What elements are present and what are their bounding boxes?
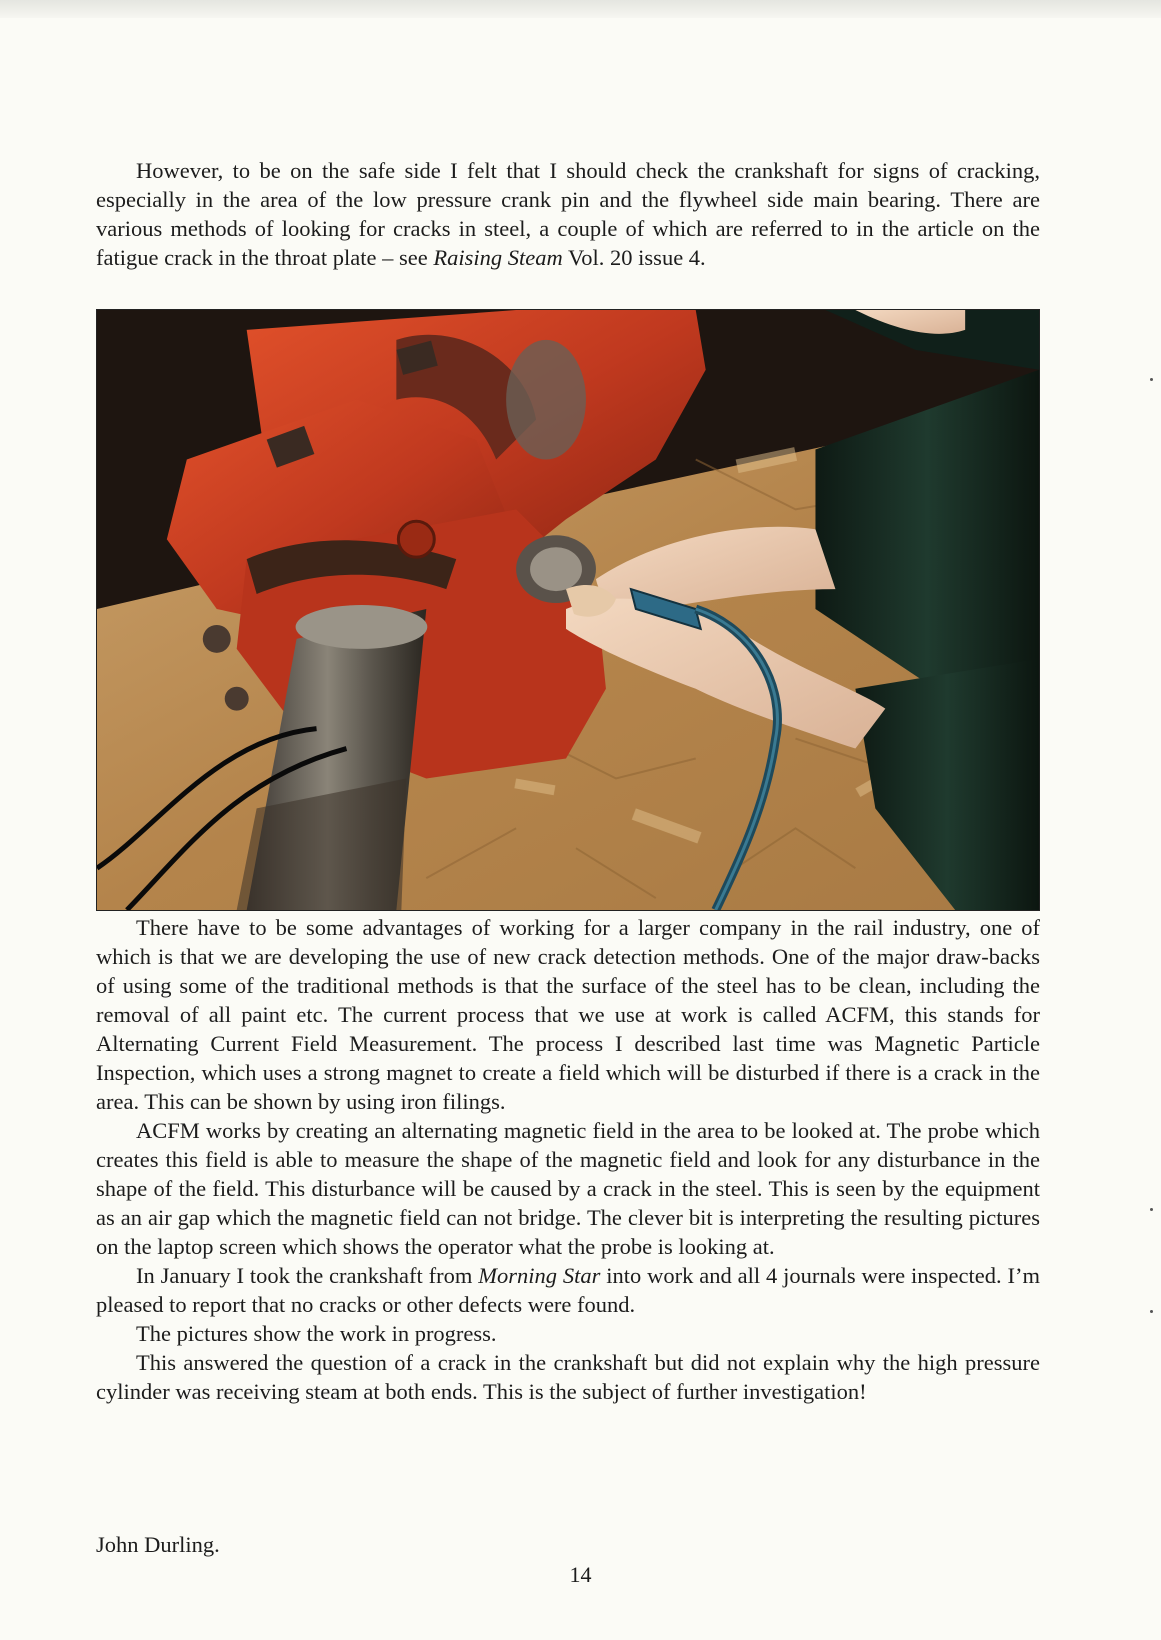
margin-mark <box>1150 1310 1153 1313</box>
page-top-edge <box>0 0 1161 18</box>
intro-text: However, to be on the safe side I felt that I should check the crankshaft for signs of cracking, especially in the area of the low pressure crank pin and the flywheel side main bearing. There are various methods of looking for cracks in steel, a couple of which are referred to in the article on the fatigue crack in the throat plate – see <box>96 158 1040 270</box>
closing-paragraph: This answered the question of a crack in the crankshaft but did not explain why the high pressure cylinder was receiving steam at both ends. This is the subject of further investigation! <box>96 1350 1040 1404</box>
january-tail: into work and all 4 journals were inspected. I’m pleased to report that no cracks or other defects were found. <box>96 1263 1040 1317</box>
margin-mark <box>1150 378 1153 381</box>
margin-mark <box>1150 1208 1153 1211</box>
body-paragraph: ACFM works by creating an alternating magnetic field in the area to be looked at. The probe which creates this field is able to measure the shape of the magnetic field and look for any disturbance in the shape of the field. This disturbance will be caused by a crack in the steel. This is seen by the equipment as an air gap which the magnetic field can not bridge. The clever bit is interpreting the resulting pictures on the laptop screen which shows the operator what the probe is looking at. <box>96 1118 1040 1259</box>
locomotive-name: Morning Star <box>478 1263 601 1288</box>
crankshaft-photo-illustration <box>97 310 1039 910</box>
body-paragraph: There have to be some advantages of working for a larger company in the rail industry, one of which is that we are developing the use of new crack detection methods. One of the major draw-backs of using some of the traditional methods is that the surface of the steel has to be clean, including the removal of all paint etc. The current process that we use at work is called ACFM, this stands for Alternating Current Field Measurement. The process I described last time was Magnetic Particle Inspection, which uses a strong magnet to create a field which will be disturbed if there is a crack in the area. This can be shown by using iron filings. <box>96 915 1040 1114</box>
body-text <box>96 913 1040 1406</box>
page-number: 14 <box>569 1562 592 1587</box>
january-text: In January I took the crankshaft from <box>136 1263 479 1288</box>
author-signature: John Durling. <box>96 1532 220 1557</box>
crankshaft-photo <box>96 309 1040 911</box>
january-paragraph <box>96 1261 1040 1319</box>
intro-paragraph <box>96 156 1040 272</box>
pictures-paragraph: The pictures show the work in progress. <box>136 1321 497 1346</box>
intro-tail: Vol. 20 issue 4. <box>562 245 706 270</box>
intro-italic-title: Raising Steam <box>433 245 563 270</box>
